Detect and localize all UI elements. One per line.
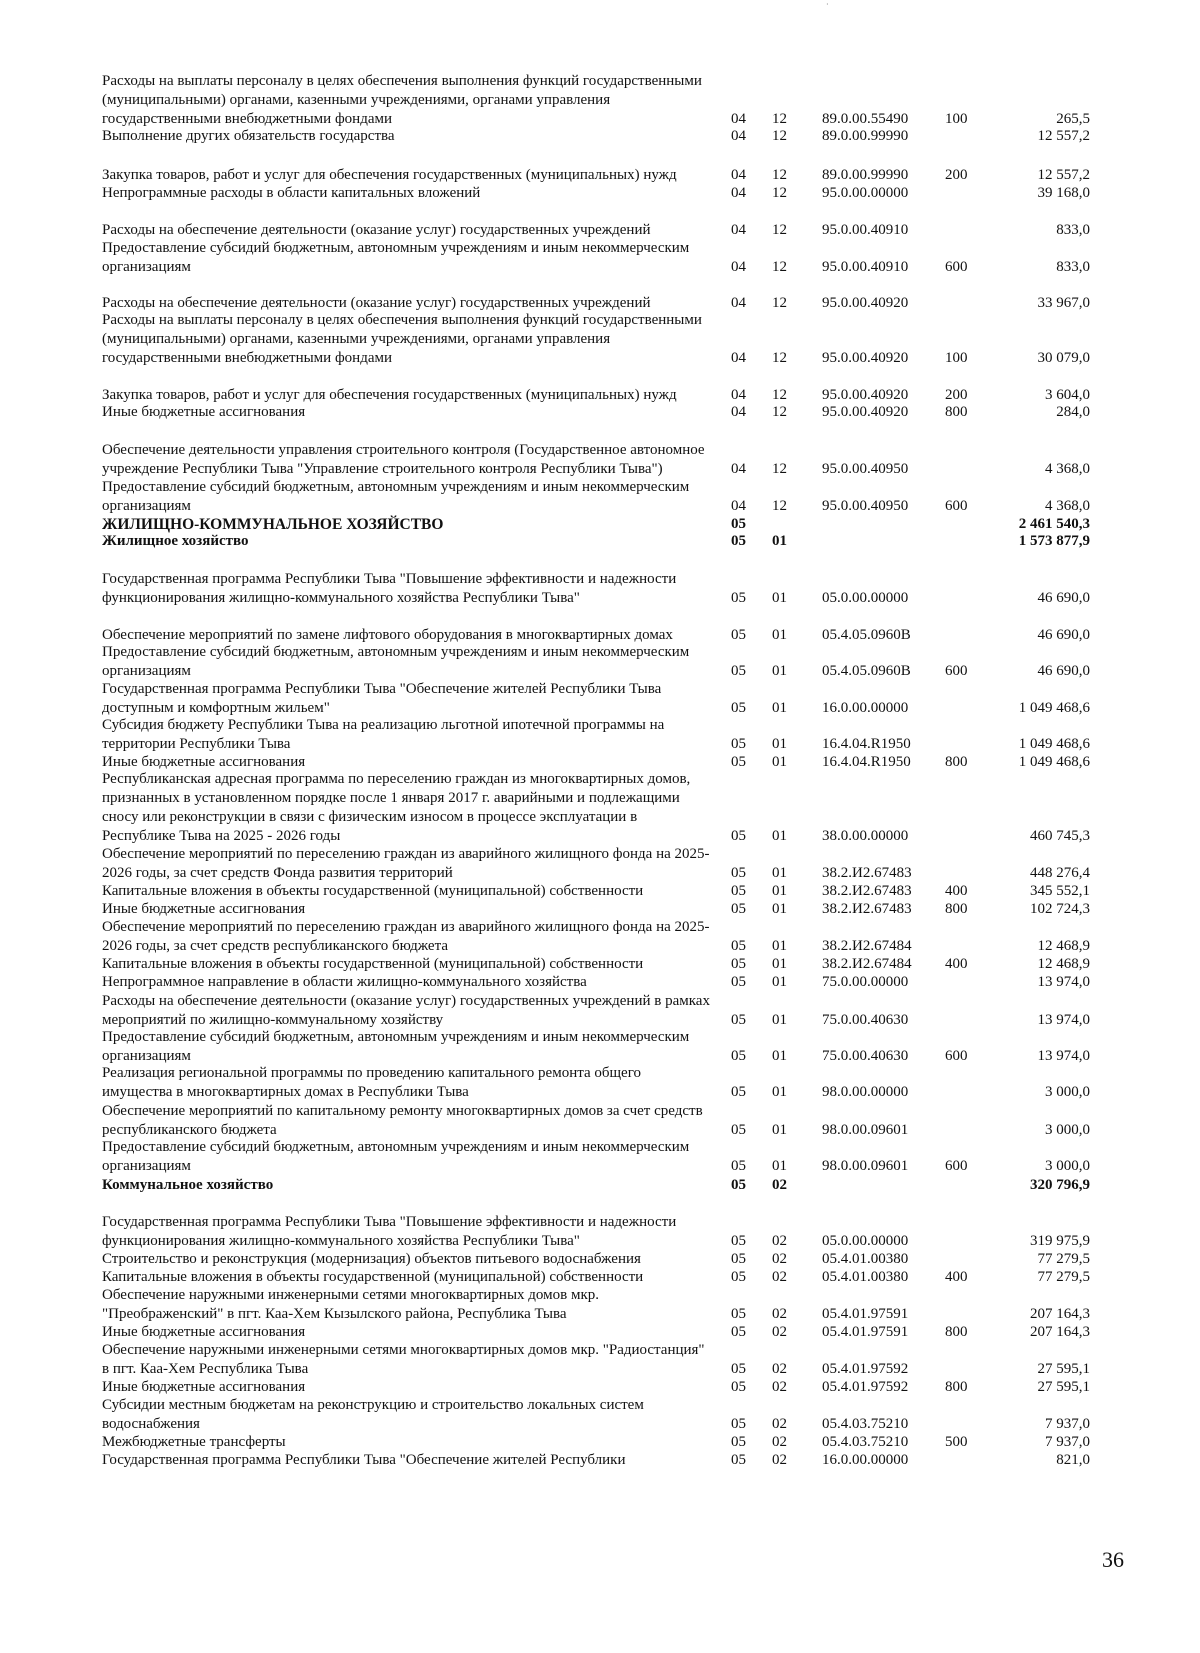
row-target-article: 16.0.00.00000 bbox=[822, 1452, 909, 1468]
row-section-code: 05 bbox=[731, 700, 746, 716]
row-expense-type: 400 bbox=[945, 883, 968, 899]
row-description: Иные бюджетные ассигнования bbox=[102, 901, 306, 917]
row-subsection-code: 12 bbox=[772, 404, 787, 420]
row-amount: 12 468,9 bbox=[1037, 938, 1090, 954]
row-target-article: 95.0.00.40910 bbox=[822, 259, 909, 275]
row-description: Обеспечение деятельности управления строительного контроля (Государственное автономное учреждение Республики Тыва "Управление строительного контроля Республики Тыва") bbox=[102, 442, 705, 477]
row-subsection-code: 02 bbox=[772, 1452, 787, 1468]
row-expense-type: 600 bbox=[945, 259, 968, 275]
row-amount: 1 049 468,6 bbox=[1018, 754, 1090, 770]
row-section-code: 05 bbox=[731, 1324, 746, 1340]
row-section-code: 05 bbox=[731, 956, 746, 972]
row-subsection-code: 02 bbox=[772, 1233, 787, 1249]
row-expense-type: 800 bbox=[945, 754, 968, 770]
row-target-article: 38.2.И2.67483 bbox=[822, 901, 912, 917]
row-subsection-code: 01 bbox=[772, 1158, 787, 1174]
row-section-code: 04 bbox=[731, 404, 746, 420]
row-amount: 3 604,0 bbox=[1045, 387, 1090, 403]
row-amount: 833,0 bbox=[1056, 222, 1090, 238]
row-description: Государственная программа Республики Тыва "Повышение эффективности и надежности функционирования жилищно-коммунального хозяйства Республики Тыва" bbox=[102, 1214, 677, 1249]
row-amount: 33 967,0 bbox=[1037, 295, 1090, 311]
row-description: Государственная программа Республики Тыва "Обеспечение жителей Республики Тыва доступным и комфортным жильем" bbox=[102, 681, 662, 716]
row-description: Субсидия бюджету Республики Тыва на реализацию льготной ипотечной программы на территории Республики Тыва bbox=[102, 717, 665, 752]
row-amount: 3 000,0 bbox=[1045, 1084, 1090, 1100]
row-expense-type: 800 bbox=[945, 901, 968, 917]
row-expense-type: 600 bbox=[945, 498, 968, 514]
row-section-code: 05 bbox=[731, 938, 746, 954]
row-description: Капитальные вложения в объекты государственной (муниципальной) собственности bbox=[102, 1269, 644, 1285]
row-subsection-code: 01 bbox=[772, 700, 787, 716]
row-description: Государственная программа Республики Тыва "Обеспечение жителей Республики bbox=[102, 1452, 626, 1468]
row-description: Иные бюджетные ассигнования bbox=[102, 754, 306, 770]
row-target-article: 95.0.00.40920 bbox=[822, 295, 909, 311]
row-description: Обеспечение мероприятий по переселению граждан из аварийного жилищного фонда на 2025-2026 годы, за счет средств Фонда развития территорий bbox=[102, 846, 710, 881]
row-subsection-code: 01 bbox=[772, 956, 787, 972]
row-subsection-code: 02 bbox=[772, 1306, 787, 1322]
row-description: Субсидии местным бюджетам на реконструкцию и строительство локальных систем водоснабжения bbox=[102, 1397, 644, 1432]
row-target-article: 95.0.00.40950 bbox=[822, 498, 909, 514]
row-subsection-code: 12 bbox=[772, 128, 787, 144]
row-description: Коммунальное хозяйство bbox=[102, 1177, 274, 1193]
row-section-code: 05 bbox=[731, 663, 746, 679]
row-subsection-code: 01 bbox=[772, 938, 787, 954]
row-target-article: 05.4.01.97592 bbox=[822, 1361, 909, 1377]
row-description: Обеспечение наружными инженерными сетями многоквартирных домов мкр. "Преображенский" в пгт. Каа-Хем Кызылского района, Республика Тыва bbox=[102, 1287, 599, 1322]
row-description: Предоставление субсидий бюджетным, автономным учреждениям и иным некоммерческим организациям bbox=[102, 644, 690, 679]
row-section-code: 05 bbox=[731, 1158, 746, 1174]
row-target-article: 38.2.И2.67483 bbox=[822, 865, 912, 881]
scan-mark: · bbox=[826, 0, 829, 9]
row-subsection-code: 01 bbox=[772, 627, 787, 643]
row-subsection-code: 12 bbox=[772, 461, 787, 477]
row-description: Жилищное хозяйство bbox=[102, 533, 249, 549]
row-subsection-code: 02 bbox=[772, 1379, 787, 1395]
row-target-article: 38.0.00.00000 bbox=[822, 828, 909, 844]
row-description: Закупка товаров, работ и услуг для обеспечения государственных (муниципальных) нужд bbox=[102, 167, 677, 183]
row-section-code: 04 bbox=[731, 128, 746, 144]
row-subsection-code: 01 bbox=[772, 883, 787, 899]
row-target-article: 05.4.01.97592 bbox=[822, 1379, 909, 1395]
row-subsection-code: 12 bbox=[772, 167, 787, 183]
row-expense-type: 600 bbox=[945, 1158, 968, 1174]
row-subsection-code: 12 bbox=[772, 185, 787, 201]
row-description: ЖИЛИЩНО-КОММУНАЛЬНОЕ ХОЗЯЙСТВО bbox=[102, 516, 444, 533]
row-subsection-code: 02 bbox=[772, 1251, 787, 1267]
row-amount: 448 276,4 bbox=[1030, 865, 1090, 881]
row-section-code: 05 bbox=[731, 865, 746, 881]
row-subsection-code: 02 bbox=[772, 1361, 787, 1377]
row-subsection-code: 01 bbox=[772, 901, 787, 917]
row-description: Иные бюджетные ассигнования bbox=[102, 1324, 306, 1340]
row-amount: 7 937,0 bbox=[1045, 1434, 1090, 1450]
row-description: Предоставление субсидий бюджетным, автономным учреждениям и иным некоммерческим организациям bbox=[102, 1029, 690, 1064]
row-target-article: 98.0.00.09601 bbox=[822, 1158, 909, 1174]
row-description: Капитальные вложения в объекты государственной (муниципальной) собственности bbox=[102, 956, 644, 972]
row-section-code: 05 bbox=[731, 1269, 746, 1285]
row-description: Расходы на выплаты персоналу в целях обеспечения выполнения функций государственными (муниципальными) органами, казенными учреждениями, органами управления государственными внебюджетными фондами bbox=[102, 73, 702, 127]
row-description: Расходы на выплаты персоналу в целях обеспечения выполнения функций государственными (муниципальными) органами, казенными учреждениями, органами управления государственными внебюджетными фондами bbox=[102, 312, 702, 366]
row-description: Расходы на обеспечение деятельности (оказание услуг) государственных учреждений bbox=[102, 222, 651, 238]
row-subsection-code: 01 bbox=[772, 754, 787, 770]
row-amount: 77 279,5 bbox=[1037, 1251, 1090, 1267]
row-description: Выполнение других обязательств государства bbox=[102, 128, 395, 144]
row-amount: 7 937,0 bbox=[1045, 1416, 1090, 1432]
row-section-code: 04 bbox=[731, 387, 746, 403]
row-amount: 13 974,0 bbox=[1037, 1012, 1090, 1028]
row-description: Реализация региональной программы по проведению капитального ремонта общего имущества в многоквартирных домах в Республики Тыва bbox=[102, 1065, 641, 1100]
row-subsection-code: 12 bbox=[772, 111, 787, 127]
row-description: Иные бюджетные ассигнования bbox=[102, 1379, 306, 1395]
row-target-article: 05.4.03.75210 bbox=[822, 1434, 909, 1450]
row-amount: 13 974,0 bbox=[1037, 974, 1090, 990]
row-amount: 319 975,9 bbox=[1030, 1233, 1090, 1249]
row-amount: 833,0 bbox=[1056, 259, 1090, 275]
row-amount: 3 000,0 bbox=[1045, 1122, 1090, 1138]
row-target-article: 05.4.01.00380 bbox=[822, 1269, 909, 1285]
row-description: Непрограммное направление в области жилищно-коммунального хозяйства bbox=[102, 974, 587, 990]
row-target-article: 05.4.05.0960В bbox=[822, 663, 911, 679]
row-amount: 27 595,1 bbox=[1037, 1379, 1090, 1395]
row-target-article: 38.2.И2.67483 bbox=[822, 883, 912, 899]
row-subsection-code: 01 bbox=[772, 1122, 787, 1138]
row-amount: 460 745,3 bbox=[1030, 828, 1090, 844]
row-section-code: 04 bbox=[731, 185, 746, 201]
row-section-code: 04 bbox=[731, 259, 746, 275]
row-expense-type: 100 bbox=[945, 111, 968, 127]
row-section-code: 05 bbox=[731, 590, 746, 606]
row-amount: 1 049 468,6 bbox=[1018, 736, 1090, 752]
row-subsection-code: 01 bbox=[772, 1012, 787, 1028]
row-description: Обеспечение наружными инженерными сетями многоквартирных домов мкр. "Радиостанция" в пгт. Каа-Хем Республика Тыва bbox=[102, 1342, 705, 1377]
row-target-article: 38.2.И2.67484 bbox=[822, 956, 912, 972]
row-subsection-code: 01 bbox=[772, 736, 787, 752]
row-amount: 46 690,0 bbox=[1037, 627, 1090, 643]
row-expense-type: 800 bbox=[945, 404, 968, 420]
row-description: Обеспечение мероприятий по капитальному ремонту многоквартирных домов за счет средств республиканского бюджета bbox=[102, 1103, 703, 1138]
row-target-article: 05.4.01.00380 bbox=[822, 1251, 909, 1267]
row-target-article: 95.0.00.40920 bbox=[822, 387, 909, 403]
row-section-code: 05 bbox=[731, 516, 746, 532]
row-description: Предоставление субсидий бюджетным, автономным учреждениям и иным некоммерческим организациям bbox=[102, 1139, 690, 1174]
row-target-article: 95.0.00.40920 bbox=[822, 404, 909, 420]
row-amount: 13 974,0 bbox=[1037, 1048, 1090, 1064]
row-target-article: 75.0.00.40630 bbox=[822, 1012, 909, 1028]
row-description: Капитальные вложения в объекты государственной (муниципальной) собственности bbox=[102, 883, 644, 899]
row-section-code: 05 bbox=[731, 1361, 746, 1377]
row-section-code: 05 bbox=[731, 1084, 746, 1100]
row-target-article: 89.0.00.55490 bbox=[822, 111, 909, 127]
row-amount: 12 557,2 bbox=[1037, 128, 1090, 144]
row-description: Непрограммные расходы в области капитальных вложений bbox=[102, 185, 481, 201]
row-subsection-code: 12 bbox=[772, 295, 787, 311]
row-amount: 320 796,9 bbox=[1030, 1177, 1090, 1193]
row-target-article: 98.0.00.09601 bbox=[822, 1122, 909, 1138]
row-target-article: 98.0.00.00000 bbox=[822, 1084, 909, 1100]
row-section-code: 05 bbox=[731, 974, 746, 990]
row-description: Расходы на обеспечение деятельности (оказание услуг) государственных учреждений bbox=[102, 295, 651, 311]
row-section-code: 05 bbox=[731, 1122, 746, 1138]
row-subsection-code: 02 bbox=[772, 1434, 787, 1450]
row-subsection-code: 12 bbox=[772, 350, 787, 366]
row-description: Межбюджетные трансферты bbox=[102, 1434, 286, 1450]
row-section-code: 04 bbox=[731, 167, 746, 183]
row-amount: 1 573 877,9 bbox=[1018, 533, 1090, 549]
row-amount: 4 368,0 bbox=[1045, 461, 1090, 477]
row-section-code: 04 bbox=[731, 498, 746, 514]
row-expense-type: 100 bbox=[945, 350, 968, 366]
row-description: Обеспечение мероприятий по переселению граждан из аварийного жилищного фонда на 2025-2026 годы, за счет средств республиканского бюджета bbox=[102, 919, 710, 954]
row-expense-type: 400 bbox=[945, 1269, 968, 1285]
row-section-code: 05 bbox=[731, 1434, 746, 1450]
row-expense-type: 800 bbox=[945, 1379, 968, 1395]
row-target-article: 95.0.00.40920 bbox=[822, 350, 909, 366]
row-section-code: 05 bbox=[731, 627, 746, 643]
row-section-code: 05 bbox=[731, 901, 746, 917]
row-amount: 27 595,1 bbox=[1037, 1361, 1090, 1377]
row-target-article: 16.4.04.R1950 bbox=[822, 754, 911, 770]
row-expense-type: 500 bbox=[945, 1434, 968, 1450]
row-target-article: 05.4.01.97591 bbox=[822, 1324, 909, 1340]
row-amount: 207 164,3 bbox=[1030, 1324, 1090, 1340]
row-section-code: 05 bbox=[731, 1048, 746, 1064]
row-amount: 46 690,0 bbox=[1037, 590, 1090, 606]
row-target-article: 38.2.И2.67484 bbox=[822, 938, 912, 954]
row-amount: 1 049 468,6 bbox=[1018, 700, 1090, 716]
page-number: 36 bbox=[1102, 1547, 1124, 1572]
row-target-article: 75.0.00.40630 bbox=[822, 1048, 909, 1064]
row-expense-type: 400 bbox=[945, 956, 968, 972]
row-expense-type: 600 bbox=[945, 663, 968, 679]
row-section-code: 05 bbox=[731, 754, 746, 770]
row-expense-type: 800 bbox=[945, 1324, 968, 1340]
row-description: Закупка товаров, работ и услуг для обеспечения государственных (муниципальных) нужд bbox=[102, 387, 677, 403]
row-subsection-code: 02 bbox=[772, 1269, 787, 1285]
row-target-article: 05.4.03.75210 bbox=[822, 1416, 909, 1432]
row-description: Предоставление субсидий бюджетным, автономным учреждениям и иным некоммерческим организациям bbox=[102, 240, 690, 275]
row-section-code: 05 bbox=[731, 1452, 746, 1468]
row-amount: 207 164,3 bbox=[1030, 1306, 1090, 1322]
row-section-code: 05 bbox=[731, 1012, 746, 1028]
row-description: Государственная программа Республики Тыва "Повышение эффективности и надежности функционирования жилищно-коммунального хозяйства Республики Тыва" bbox=[102, 571, 677, 606]
row-subsection-code: 12 bbox=[772, 387, 787, 403]
row-expense-type: 600 bbox=[945, 1048, 968, 1064]
row-description: Строительство и реконструкция (модернизация) объектов питьевого водоснабжения bbox=[102, 1251, 641, 1267]
row-subsection-code: 01 bbox=[772, 974, 787, 990]
row-section-code: 05 bbox=[731, 1177, 746, 1193]
row-subsection-code: 12 bbox=[772, 259, 787, 275]
row-subsection-code: 12 bbox=[772, 498, 787, 514]
row-section-code: 04 bbox=[731, 222, 746, 238]
row-target-article: 05.0.00.00000 bbox=[822, 590, 909, 606]
row-target-article: 89.0.00.99990 bbox=[822, 167, 909, 183]
row-target-article: 16.4.04.R1950 bbox=[822, 736, 911, 752]
row-section-code: 04 bbox=[731, 461, 746, 477]
row-amount: 12 557,2 bbox=[1037, 167, 1090, 183]
row-description: Обеспечение мероприятий по замене лифтового оборудования в многоквартирных домах bbox=[102, 627, 673, 643]
row-subsection-code: 01 bbox=[772, 1084, 787, 1100]
row-target-article: 05.4.01.97591 bbox=[822, 1306, 909, 1322]
row-subsection-code: 01 bbox=[772, 1048, 787, 1064]
row-section-code: 05 bbox=[731, 1233, 746, 1249]
row-target-article: 05.4.05.0960В bbox=[822, 627, 911, 643]
row-section-code: 04 bbox=[731, 350, 746, 366]
row-target-article: 95.0.00.00000 bbox=[822, 185, 909, 201]
row-subsection-code: 02 bbox=[772, 1416, 787, 1432]
row-section-code: 05 bbox=[731, 883, 746, 899]
row-subsection-code: 01 bbox=[772, 663, 787, 679]
row-description: Иные бюджетные ассигнования bbox=[102, 404, 306, 420]
row-section-code: 05 bbox=[731, 1416, 746, 1432]
row-subsection-code: 02 bbox=[772, 1324, 787, 1340]
row-amount: 3 000,0 bbox=[1045, 1158, 1090, 1174]
row-amount: 12 468,9 bbox=[1037, 956, 1090, 972]
row-subsection-code: 02 bbox=[772, 1177, 787, 1193]
row-amount: 102 724,3 bbox=[1030, 901, 1090, 917]
row-section-code: 05 bbox=[731, 828, 746, 844]
row-section-code: 05 bbox=[731, 533, 746, 549]
row-amount: 39 168,0 bbox=[1037, 185, 1090, 201]
row-description: Предоставление субсидий бюджетным, автономным учреждениям и иным некоммерческим организациям bbox=[102, 479, 690, 514]
row-target-article: 89.0.00.99990 bbox=[822, 128, 909, 144]
row-amount: 77 279,5 bbox=[1037, 1269, 1090, 1285]
row-section-code: 05 bbox=[731, 1251, 746, 1267]
row-expense-type: 200 bbox=[945, 387, 968, 403]
row-amount: 284,0 bbox=[1056, 404, 1090, 420]
row-amount: 821,0 bbox=[1056, 1452, 1090, 1468]
row-target-article: 75.0.00.00000 bbox=[822, 974, 909, 990]
row-description: Республиканская адресная программа по переселению граждан из многоквартирных домов, признанных в установленном порядке после 1 января 2017 г. аварийными и подлежащими сносу или реконструкции в связи с физическим износом в процессе эксплуатации в Республике Тыва на 2025 - 2026 годы bbox=[102, 771, 691, 844]
row-amount: 4 368,0 bbox=[1045, 498, 1090, 514]
row-section-code: 04 bbox=[731, 111, 746, 127]
row-description: Расходы на обеспечение деятельности (оказание услуг) государственных учреждений в рамках мероприятий по жилищно-коммунальному хозяйству bbox=[102, 993, 710, 1028]
row-amount: 265,5 bbox=[1056, 111, 1090, 127]
row-target-article: 95.0.00.40950 bbox=[822, 461, 909, 477]
row-section-code: 04 bbox=[731, 295, 746, 311]
row-target-article: 05.0.00.00000 bbox=[822, 1233, 909, 1249]
row-subsection-code: 01 bbox=[772, 533, 787, 549]
row-expense-type: 200 bbox=[945, 167, 968, 183]
row-subsection-code: 12 bbox=[772, 222, 787, 238]
row-subsection-code: 01 bbox=[772, 865, 787, 881]
row-target-article: 16.0.00.00000 bbox=[822, 700, 909, 716]
row-subsection-code: 01 bbox=[772, 590, 787, 606]
row-amount: 345 552,1 bbox=[1030, 883, 1090, 899]
row-amount: 2 461 540,3 bbox=[1018, 516, 1090, 532]
row-amount: 46 690,0 bbox=[1037, 663, 1090, 679]
row-section-code: 05 bbox=[731, 736, 746, 752]
row-amount: 30 079,0 bbox=[1037, 350, 1090, 366]
row-section-code: 05 bbox=[731, 1379, 746, 1395]
row-subsection-code: 01 bbox=[772, 828, 787, 844]
row-section-code: 05 bbox=[731, 1306, 746, 1322]
row-target-article: 95.0.00.40910 bbox=[822, 222, 909, 238]
